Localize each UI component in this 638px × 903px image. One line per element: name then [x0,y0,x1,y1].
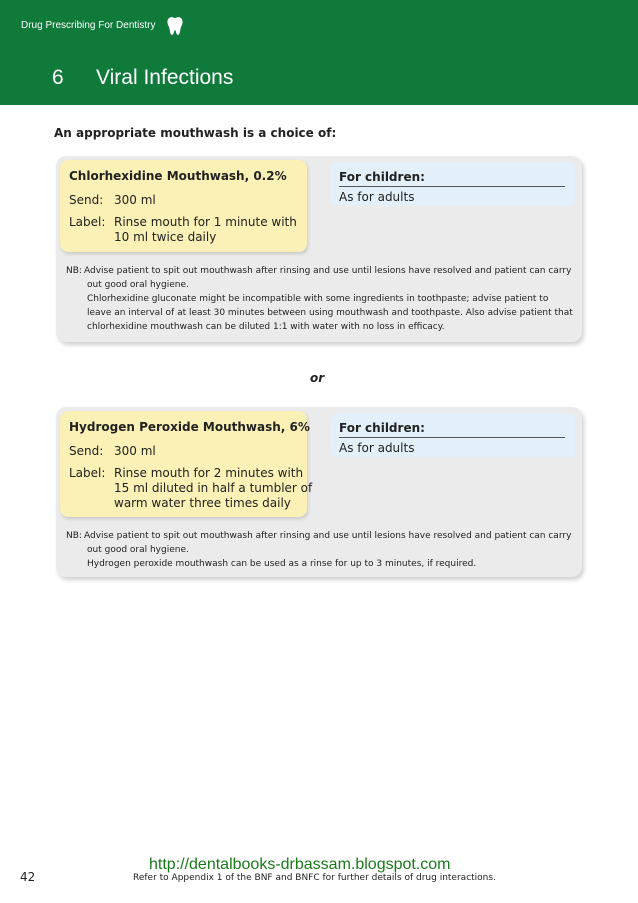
send-key: Send: [69,444,104,458]
or-separator: or [310,371,325,385]
label-line: Rinse mouth for 1 minute with [114,215,297,229]
chapter-number: 6 [52,66,64,89]
footer-note: Refer to Appendix 1 of the BNF and BNFC for further details of drug interactions. [133,873,496,883]
children-heading: For children: [339,170,425,184]
drug-name: Hydrogen Peroxide Mouthwash, 6% [69,420,310,434]
nb-line: Hydrogen peroxide mouthwash can be used as a rinse for up to 3 minutes, if required. [87,559,477,569]
prescription-panel-chlorhexidine [56,156,582,342]
intro-text: An appropriate mouthwash is a choice of: [54,126,337,140]
nb-line: out good oral hygiene. [87,280,189,290]
label-line: warm water three times daily [114,496,291,510]
send-key: Send: [69,193,104,207]
label-row [69,466,313,512]
label-key: Label: [69,466,106,480]
label-key: Label: [69,215,106,229]
nb-line: Advise patient to spit out mouthwash after rinsing and use until lesions have resolved and patient can carry [84,266,572,276]
label-line: 10 ml twice daily [114,230,217,244]
children-heading: For children: [339,421,425,435]
nb-line: Chlorhexidine gluconate might be incompatible with some ingredients in toothpaste; advise patient to [87,294,549,304]
blog-link[interactable]: http://dentalbooks-drbassam.blogspot.com [149,856,451,873]
send-row [69,193,299,209]
children-box [331,162,575,206]
children-text: As for adults [339,190,415,204]
label-row [69,215,299,247]
label-line: Rinse mouth for 2 minutes with [114,466,304,480]
nb-line: out good oral hygiene. [87,545,189,555]
nb-note [66,264,576,336]
children-text: As for adults [339,441,415,455]
prescription-card [60,411,313,517]
book-title: Drug Prescribing For Dentistry [21,20,156,31]
send-value: 300 ml [114,444,156,458]
tooth-icon [166,16,184,36]
divider [339,437,565,438]
nb-line: leave an interval of at least 30 minutes between using mouthwash and toothpaste. Also advise patient that [87,308,573,318]
nb-prefix: NB: [66,266,82,276]
send-row [69,444,299,460]
chapter-header [0,0,638,105]
nb-line: chlorhexidine mouthwash can be diluted 1:1 with water with no loss in efficacy. [87,322,445,332]
children-box [331,413,575,457]
prescription-panel-hydrogen-peroxide [56,407,582,577]
page-number: 42 [20,870,36,884]
divider [339,186,565,187]
send-value: 300 ml [114,193,156,207]
label-line: 15 ml diluted in half a tumbler of [114,481,313,495]
nb-prefix: NB: [66,531,82,541]
chapter-title: Viral Infections [96,66,234,89]
drug-name: Chlorhexidine Mouthwash, 0.2% [69,169,287,183]
nb-line: Advise patient to spit out mouthwash after rinsing and use until lesions have resolved and patient can carry [84,531,572,541]
prescription-card [60,160,307,252]
nb-note [66,529,576,573]
